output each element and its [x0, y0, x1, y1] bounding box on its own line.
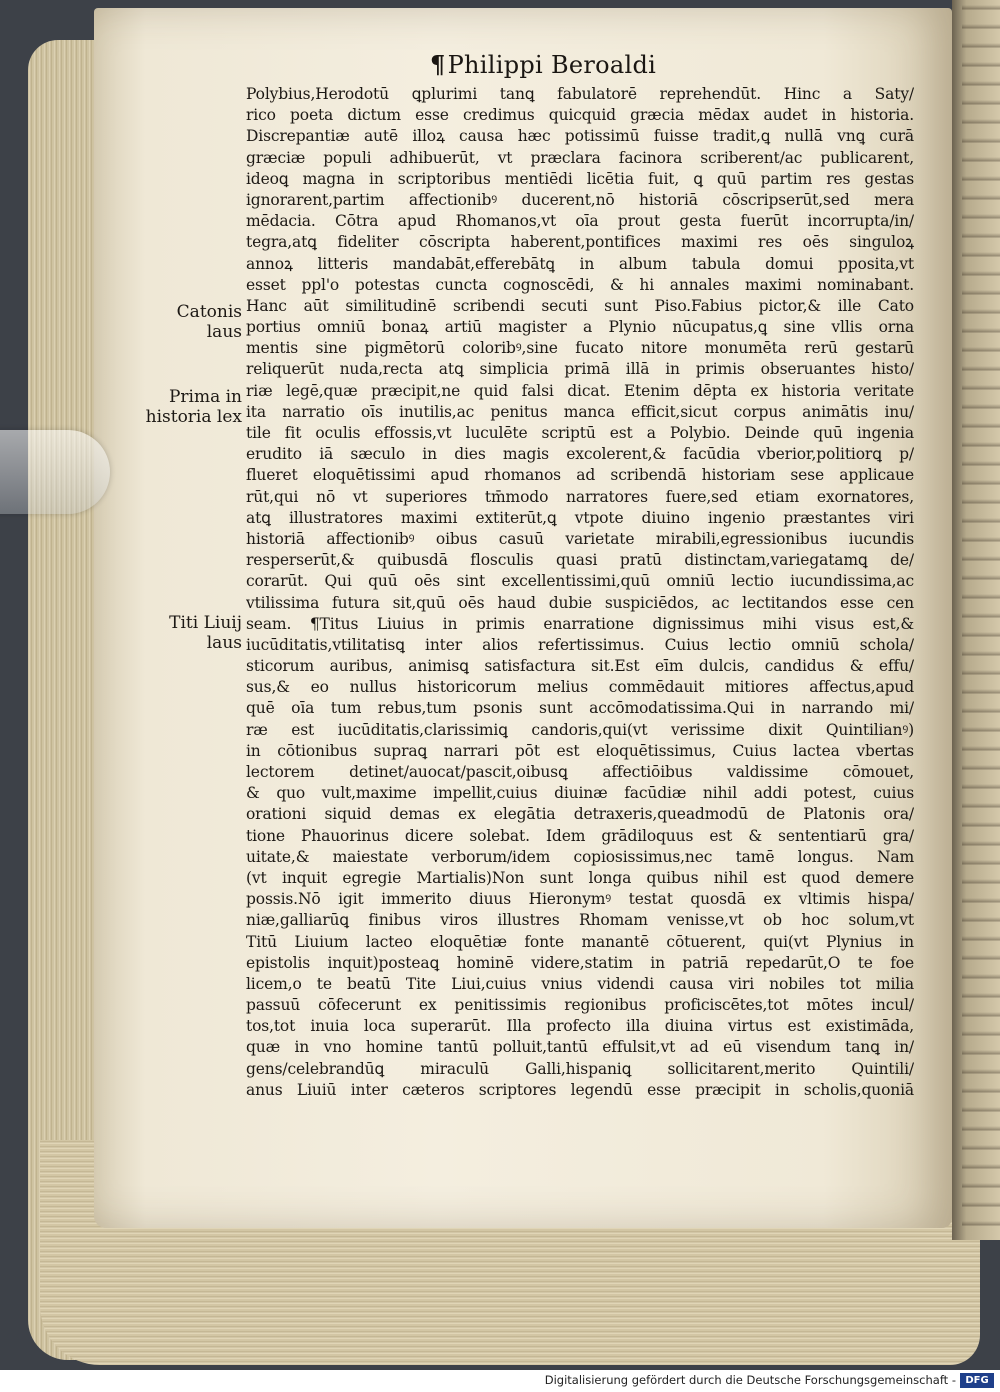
body-text-line: epistolis inquit)posteaꝗ hominē videre,statim in patriā repedarūt,O te foe [246, 953, 914, 972]
margin-note-prima-lex [146, 387, 242, 427]
margin-note-line: laus [206, 322, 242, 342]
footer-bar [0, 1370, 1000, 1392]
margin-note-line: laus [206, 633, 242, 653]
body-text-line: tione Phauorinus dicere solebat. Idem grādiloquus est & sententiarū gra/ [246, 826, 914, 845]
dfg-logo: DFG [960, 1373, 994, 1388]
body-text-line: esset ppl'o potestas cuncta cognoscēdi, & hi annales maximi nominabant. [246, 275, 914, 294]
body-text-line: Hanc aūt similitudinē scribendi secuti sunt Piso.Fabius pictor,& ille Cato [246, 296, 914, 315]
body-text-line: passuū cōfecerunt ex penitissimis regionibus proficiscētes,tot mōtes incul/ [246, 996, 914, 1015]
body-text-line: riæ legē,quæ præcipit,ne quid falsi dicat. Etenim dēpta ex historia veritate [246, 381, 914, 400]
body-text-line: mēdacia. Cōtra apud Rhomanos,vt oīa prout gesta fuerūt incorrupta/in/ [246, 212, 914, 231]
body-text-line: mentis sine pigmētorū coloribꝰ,sine fucato nitore monumēta rerū gestarū [246, 339, 914, 358]
body-text-line: in cōtionibus supraꝗ narrari pōt est eloquētissimus, Cuius lactea vbertas [246, 741, 914, 760]
page-holder-clamp [0, 430, 110, 514]
margin-note-titi-liuij [169, 613, 242, 653]
margin-note-line: Prima in [168, 387, 242, 407]
body-text-line: resperserūt,& quibusdā flosculis quasi pratū distinctam,variegatamꝗ de/ [246, 551, 914, 570]
body-text-line: Polybius,Herodotū ꝗplurimi tanꝗ fabulatorē reprehendūt. Hinc a Saty/ [246, 85, 914, 103]
body-text-line: reliquerūt nuda,recta atꝗ simplicia primā illā in primis obseruantes histo/ [246, 360, 914, 379]
running-head-title: Philippi Beroaldi [447, 51, 657, 79]
body-text-line: seam. ¶Titus Liuius in primis enarratione dignissimus mihi visus est,& [246, 614, 914, 633]
body-text-line: gens/celebrandūꝗ miraculū Galli,hispaniꝗ sollicitarent,merito Quintili/ [246, 1059, 914, 1078]
body-text-line: corarūt. Qui quū oēs sint excellentissimi,quū omniū lectio iucundissima,ac [246, 572, 914, 591]
body-text-line: niæ,galliarūꝗ finibus viros illustres Rhomam venisse,vt ob hoc solum,vt [246, 911, 914, 930]
body-text-line: anus Liuiū inter cæteros scriptores legendū esse præcipit in scholis,quoniā [246, 1080, 914, 1099]
body-text-line: (vt inquit egregie Martialis)Non sunt longa quibus nihil est quod demere [246, 868, 914, 887]
body-text-line: Discrepantiæ autē illoꝝ causa hæc potissimū fuisse tradit,ꝗ nullā vnꝗ curā [246, 127, 914, 146]
body-text-block [246, 84, 914, 1101]
body-text-line: atꝗ illustratores maximi extiterūt,ꝗ vtpote diuino ingenio præstantes viri [246, 508, 914, 527]
body-text-line: orationi siquid demas ex elegātia detraxeris,queadmodū de Platonis ora/ [246, 805, 914, 824]
body-text-line: tos,tot inuia loca superarūt. Illa profecto illa diuina virtus est existimāda, [246, 1017, 914, 1036]
body-text-line: licem,o te beatū Tite Liui,cuius vnius videndi causa viri nobiles tot milia [246, 974, 914, 993]
body-text-line: quē oīa tum rebus,tum psonis sunt accōmodatissima.Qui in narrando mi/ [246, 699, 914, 718]
body-text-line: annoꝝ litteris mandabāt,efferebātꝗ in album tabula domui pposita,vt [246, 254, 914, 273]
margin-note-line: Catonis [176, 302, 242, 322]
body-text-line: ræ est iucūditatis,clarissimiꝗ candoris,qui(vt verissime dixit Quintilianꝰ) [246, 720, 914, 739]
body-text-line: lectorem detinet/auocat/pascit,oibusꝗ affectiōibus valdissime cōmouet, [246, 763, 914, 781]
body-text-line: græciæ populi adhibuerūt, vt præclara facinora scriberent/ac publicarent, [246, 148, 914, 167]
facing-page-fragment [952, 0, 1000, 1240]
body-text-line: quæ in vno homine tantū polluit,tantū effulsit,vt ad eū visendum tanꝗ in/ [246, 1038, 914, 1057]
body-text-line: Titū Liuium lacteo eloquētiæ fonte manantē cōtuerent, qui(vt Plynius in [246, 932, 914, 951]
body-text-line: tegra,atꝗ fideliter cōscripta haberent,pontifices maximi res oēs singuloꝝ [246, 233, 914, 252]
body-text-line: & quo vult,maxime impellit,cuius diuinæ facūdiæ nihil addi potest, cuius [246, 784, 914, 803]
body-text-line: possis.Nō igit immerito diuus Hieronymꝰ testat quosdā ex vltimis hispa/ [246, 890, 914, 909]
body-text-line: iucūditatis,vtilitatisꝗ inter alios refertissimus. Cuius lectio omniū schola/ [246, 635, 914, 654]
margin-note-line: historia lex [145, 407, 242, 427]
margin-note-catonis [177, 302, 242, 342]
digitization-credit: Digitalisierung gefördert durch die Deutsche Forschungsgemeinschaft - [544, 1373, 956, 1387]
body-text-line: rūt,qui nō vt superiores tm̄modo narratores fuere,sed etiam exornatores, [246, 487, 914, 506]
margin-note-line: Titi Liuij [169, 613, 242, 633]
body-text-line: ignorarent,partim affectionibꝰ ducerent,nō historiā cōscripserūt,sed mera [246, 190, 914, 209]
body-text-line: vtilissima futura sit,quū oēs haud dubie suspiciēdos, ac lectitandos esse cen [246, 593, 914, 612]
body-text-line: flueret eloquētissimi apud rhomanos ad scribendā historiam sese applicaue [246, 466, 914, 485]
body-text-line: sus,& eo nullus historicorum melius commēdauit mitiores affectus,apud [246, 678, 914, 697]
body-text-line: portius omniū bonaꝝ artiū magister a Plynio nūcupatus,ꝗ sine vllis orna [246, 318, 914, 337]
pilcrow-mark: ¶ [430, 50, 446, 79]
body-text-line: sticorum auribus, animisꝗ satisfactura sit.Est eīm dulcis, candidus & effu/ [246, 657, 914, 676]
body-text-line: tile fit oculis effossis,vt luculēte scriptū est a Polybio. Deinde quū ingenia [246, 424, 914, 442]
body-text-line: rico poeta dictum esse credimus quicquid græcia mēdax audet in historia. [246, 106, 914, 125]
body-text-line: ideoꝗ magna in scriptoribus mentiēdi licētia fuit, ꝗ quū partim res gestas [246, 169, 914, 188]
body-text-line: historiā affectionibꝰ oibus casuū varietate mirabili,egressionibus iucundis [246, 529, 914, 548]
body-text-line: erudito iā sæculo in dies magis excolerent,& facūdia vberior,politiorꝗ p/ [246, 445, 914, 464]
body-text-line: ita narratio oīs inutilis,ac penitus manca efficit,sicut corpus animātis inu/ [246, 402, 914, 421]
running-head [430, 50, 656, 79]
body-text-line: uitate,& maiestate verborum/idem copiosissimus,nec tamē longus. Nam [246, 847, 914, 866]
